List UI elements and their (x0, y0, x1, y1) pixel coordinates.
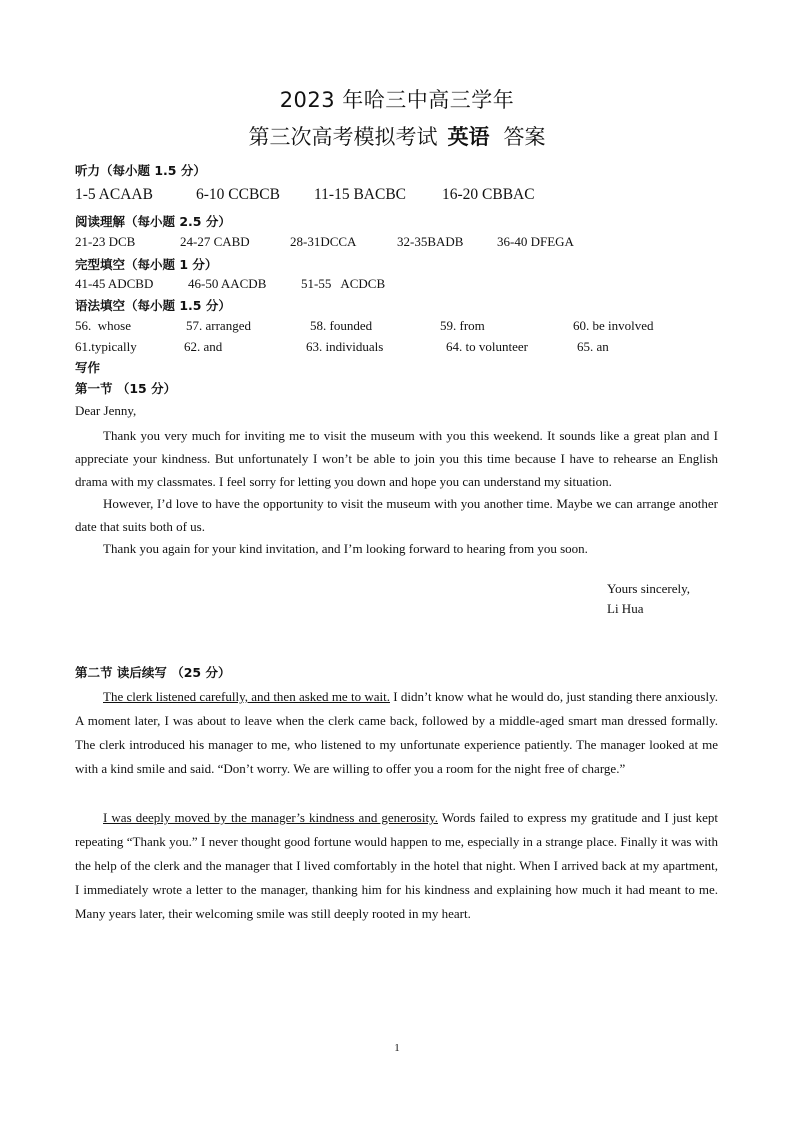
grammar-answer: 64. to volunteer (446, 339, 528, 354)
grammar-answer: 60. be involved (573, 318, 654, 333)
title-subject: 英语 (447, 124, 490, 149)
grammar-heading: 语法填空（每小题 1.5 分） (75, 298, 231, 313)
paragraph-text: Words failed to express my gratitude and I just kept repeating “Thank you.” I never thought good fortune would happen to me, especially in a strange place. Finally it was with the help of the clerk and the manager that I lived comfortably in the hotel that night. When I arrived back at my apartment, I immediately wrote a letter to the manager, thanking him for his kindness and explaining how much it had meant to me. Many years later, their welcoming smile was still deeply rooted in my heart. (75, 810, 719, 921)
letter-closing: Yours sincerely, (607, 581, 691, 596)
cloze-answer: 51-55 ACDCB (301, 276, 386, 291)
grammar-answer: 65. an (577, 339, 609, 354)
writing-heading: 写作 (75, 360, 101, 375)
continuation-paragraph-1 (75, 685, 718, 781)
listening-heading: 听力（每小题 1.5 分） (75, 163, 206, 178)
continuation-paragraph-2 (75, 806, 718, 926)
letter-paragraph: However, I’d love to have the opportunity to visit the museum with you another time. Maybe we can arrange another date that suits both of us. (75, 496, 718, 535)
reading-answer: 32-35BADB (397, 234, 464, 249)
page-title-line2 (0, 121, 794, 151)
paragraph-text: I didn’t know what he would do, just standing there anxiously. A moment later, I was about to leave when the clerk came back, followed by a middle-aged smart man dressed formally. The clerk introduced his manager to me, who listened to my unfortunate experience patiently. The manager looked at me with a kind smile and said. “Don’t worry. We are willing to offer you a room for the night free of charge.” (75, 689, 718, 776)
grammar-answer: 57. arranged (186, 318, 251, 333)
reading-answer: 24-27 CABD (180, 234, 250, 249)
listening-answer: 6-10 CCBCB (196, 186, 280, 203)
writing-section1-heading: 第一节 （15 分） (75, 381, 177, 396)
listening-answer: 1-5 ACAAB (75, 186, 153, 203)
reading-answer: 21-23 DCB (75, 234, 136, 249)
title-exam-name: 第三次高考模拟考试 (248, 125, 438, 149)
cloze-heading: 完型填空（每小题 1 分） (75, 257, 218, 272)
reading-answer: 28-31DCCA (290, 234, 357, 249)
grammar-answer: 61.typically (75, 339, 137, 354)
grammar-answer: 62. and (184, 339, 223, 354)
listening-answer: 16-20 CBBAC (442, 186, 535, 203)
grammar-answer: 56. whose (75, 318, 131, 333)
page-title-line1: 2023 年哈三中高三学年 (279, 88, 515, 112)
reading-heading: 阅读理解（每小题 2.5 分） (75, 214, 231, 229)
letter-paragraph: Thank you again for your kind invitation, and I’m looking forward to hearing from you soon. (103, 541, 588, 556)
grammar-answer: 59. from (440, 318, 485, 333)
cloze-answer: 41-45 ADCBD (75, 276, 154, 291)
underlined-opening-sentence: I was deeply moved by the manager’s kindness and generosity. (103, 810, 438, 825)
grammar-answer: 58. founded (310, 318, 373, 333)
writing-section2-heading: 第二节 读后续写 （25 分） (75, 665, 231, 680)
reading-answer: 36-40 DFEGA (497, 234, 574, 249)
page-number: 1 (394, 1042, 400, 1054)
letter-greeting: Dear Jenny, (75, 403, 137, 418)
cloze-answer: 46-50 AACDB (188, 276, 267, 291)
listening-answer: 11-15 BACBC (314, 186, 407, 203)
title-answer-label: 答案 (503, 125, 546, 149)
letter-paragraph: Thank you very much for inviting me to visit the museum with you this weekend. It sounds like a great plan and I appreciate your kindness. But unfortunately I won’t be able to join you this time because I have to rehearse an English drama with my classmates. I feel sorry for letting you down and hope you can understand my situation. (75, 428, 718, 490)
letter-signature: Li Hua (607, 601, 644, 616)
grammar-answer: 63. individuals (306, 339, 384, 354)
underlined-opening-sentence: The clerk listened carefully, and then asked me to wait. (103, 689, 390, 704)
